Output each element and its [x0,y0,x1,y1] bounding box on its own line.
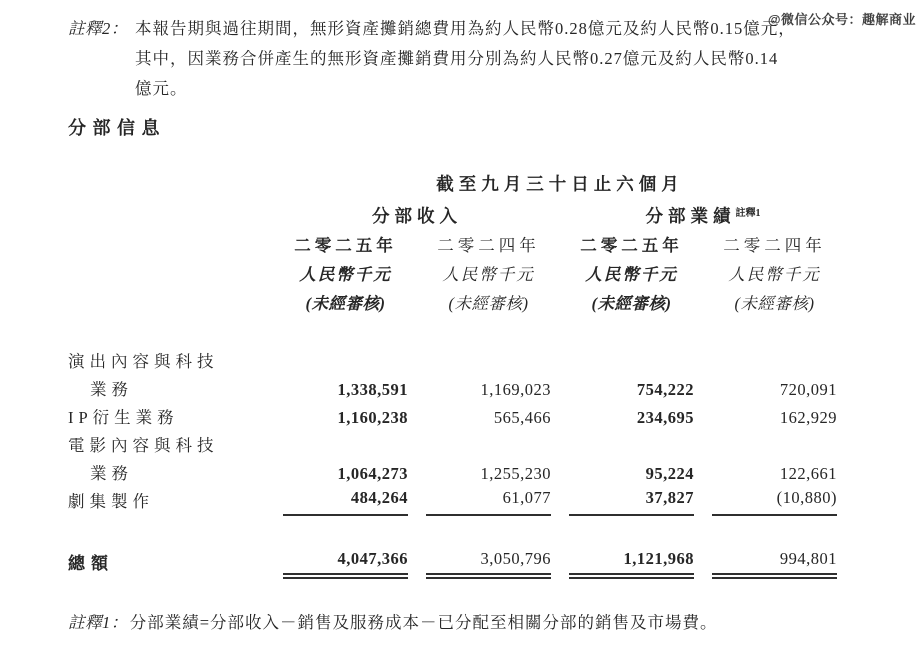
cell-value: 61,077 [426,488,551,516]
cell-value: 754,222 [636,380,694,399]
col-unit-3: 人民幣千元 [585,265,678,284]
total-value: 1,121,968 [569,547,694,579]
col-audit-1: (未經審核) [305,294,386,313]
col-audit-2: (未經審核) [448,294,529,313]
note-2-line-3: 億元。 [135,79,188,98]
cell-value: 565,466 [493,408,551,427]
col-unit-4: 人民幣千元 [728,265,821,284]
total-value: 3,050,796 [426,547,551,579]
col-year-2024-revenue: 二零二四年 [437,236,540,255]
cell-value: 234,695 [636,408,694,427]
row-label-ip-derivatives: IP衍生業務 [68,408,179,427]
group-header-results [569,199,837,231]
cell-value: 1,160,238 [337,408,408,427]
note-1-label: 註釋1： [68,613,128,632]
row-label-film-content-wrap: 業務 [90,464,133,483]
cell-value: 37,827 [569,488,694,516]
note-2-line-2: 其中，因業務合併產生的無形資產攤銷費用分別為約人民幣0.27億元及約人民幣0.14 [135,49,779,68]
cell-value: 122,661 [779,464,837,483]
cell-value: 720,091 [779,380,837,399]
note-2-label: 註釋2： [68,19,128,38]
row-label-live-content: 演出內容與科技 [68,352,219,371]
col-year-2025-revenue: 二零二五年 [294,236,397,255]
cell-value: 1,064,273 [337,464,408,483]
col-unit-2: 人民幣千元 [442,265,535,284]
cell-value: 1,338,591 [337,380,408,399]
cell-value: 1,169,023 [480,380,551,399]
group-header-results-text: 分部業績 [645,206,736,226]
col-audit-4: (未經審核) [734,294,815,313]
period-header: 截至九月三十日止六個月 [436,174,684,194]
note-2-line-1: 本報告期與過往期間，無形資產攤銷總費用為約人民幣0.28億元及約人民幣0.15億元， [135,19,796,38]
cell-value: 95,224 [645,464,694,483]
cell-value: (10,880) [712,488,837,516]
section-title: 分部信息 [68,118,166,138]
col-audit-3: (未經審核) [591,294,672,313]
header-body-spacer [68,318,837,348]
note-1-text: 分部業績=分部收入－銷售及服務成本－已分配至相關分部的銷售及市場費。 [129,613,718,632]
note-1 [68,608,908,638]
total-value: 994,801 [712,547,837,579]
total-row-label: 總額 [68,554,114,573]
segment-table [68,170,837,579]
cell-value: 484,264 [283,488,408,516]
body-total-spacer [68,516,837,547]
row-label-drama-production: 劇集製作 [68,492,154,511]
group-header-revenue: 分部收入 [372,206,462,226]
row-label-film-content: 電影內容與科技 [68,436,219,455]
note-2 [68,14,919,104]
cell-value: 162,929 [779,408,837,427]
row-label-live-content-wrap: 業務 [90,380,133,399]
col-unit-1: 人民幣千元 [299,265,392,284]
cell-value: 1,255,230 [480,464,551,483]
col-year-2025-results: 二零二五年 [580,236,683,255]
wechat-watermark: @微信公众号：趣解商业 [767,12,916,27]
footnote-ref: 註釋1 [735,208,761,219]
col-year-2024-results: 二零二四年 [723,236,826,255]
total-value: 4,047,366 [283,547,408,579]
